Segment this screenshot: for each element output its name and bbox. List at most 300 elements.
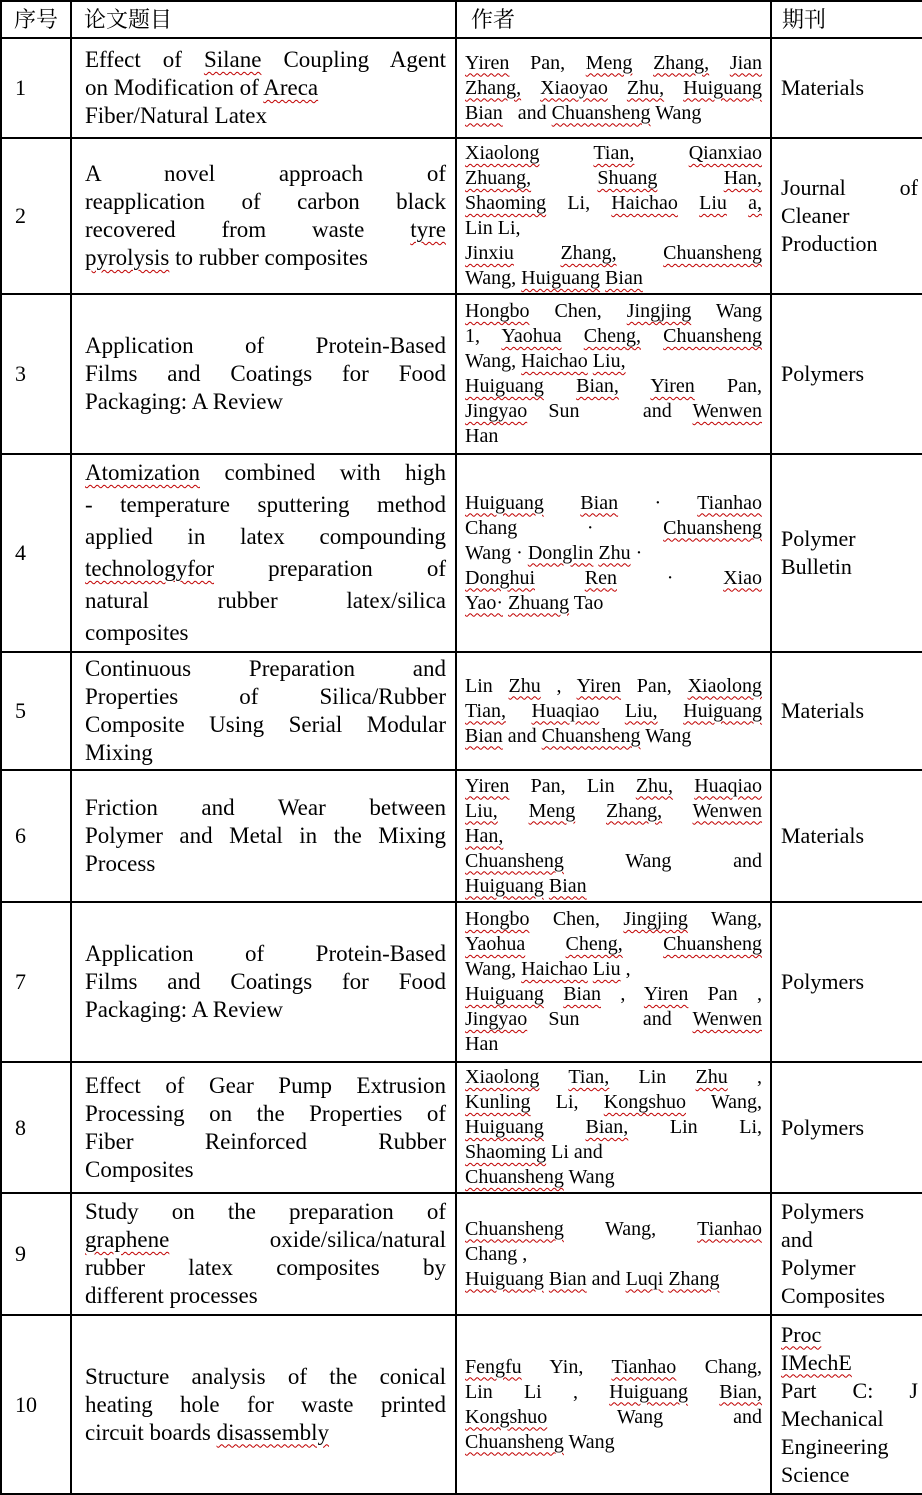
text-segment: Production [781,231,878,256]
misspelled-word: Haichao [521,958,588,980]
text-line [85,1226,446,1254]
column-header-serial: 序号 [1,1,71,38]
text-segment: Wang [563,1430,615,1453]
text-segment [688,1381,719,1403]
text-segment [599,700,625,722]
text-segment: Wang and [547,1405,762,1428]
misspelled-word: Jingyao [465,400,528,422]
text-segment: Packaging: A Review [85,389,284,414]
text-line [85,585,446,617]
text-segment: , [601,983,644,1005]
misspelled-word: Xiaolong [687,674,762,697]
misspelled-word: Zhu [598,541,631,564]
text-segment: Chang · [465,516,664,539]
text-segment: Pan, [621,674,688,697]
text-segment: Lin Li , [465,1380,610,1403]
text-line [85,244,446,272]
text-segment: Pan , [688,983,763,1005]
text-line [781,1405,918,1433]
misspelled-word: Bian [548,1267,587,1290]
text-line [465,141,762,166]
misspelled-word: Huiguang [465,375,544,397]
misspelled-word: Zhang, [653,51,710,74]
text-line [85,102,446,130]
authors-cell [456,1062,771,1193]
text-segment: Films and Coatings for Food [85,969,446,994]
text-segment: to rubber composites [169,245,368,270]
text-segment: and [781,1227,813,1252]
text-line [781,525,918,553]
text-segment: Sun and [527,400,693,422]
text-line [85,188,446,216]
text-line [465,1355,762,1380]
misspelled-word: Chuansheng [551,101,651,124]
text-segment [514,242,561,264]
text-line [85,1128,446,1156]
table-row [1,1193,922,1315]
text-segment: Polymer [781,1255,856,1280]
text-line [465,51,762,76]
misspelled-word: Shuang [597,167,658,189]
misspelled-word: Liu, [465,799,498,822]
text-segment: Lin [609,1066,696,1088]
text-segment [539,142,593,164]
text-line [465,349,762,374]
text-line [465,591,762,616]
misspelled-word: Chuansheng [465,849,564,872]
title-cell [71,454,456,652]
text-line [465,216,762,241]
text-line [85,1156,446,1184]
table-row [1,1062,922,1193]
text-line [781,697,918,725]
journal-cell [771,454,922,652]
text-line [85,46,446,74]
misspelled-word: Huiguang [465,983,544,1005]
authors-cell [456,902,771,1062]
authors-cell [456,770,771,902]
serial-cell: 4 [1,454,71,652]
text-segment: - temperature sputtering method [85,492,446,517]
table-row [1,902,922,1062]
text-segment: Friction and Wear between [85,795,446,820]
text-segment: Han [465,1033,499,1055]
column-header-title: 论文题目 [71,1,456,38]
text-segment: Polymers [781,361,865,386]
text-segment: Mechanical [781,1405,884,1431]
title-cell [71,1062,456,1193]
misspelled-word: Jinxiu [465,242,514,264]
text-line [465,566,762,591]
text-segment: Process [85,851,156,876]
misspelled-word: Chuansheng [663,516,762,539]
text-segment: Wang [563,1166,615,1188]
text-segment: Tao [569,591,604,614]
misspelled-word: Zhu [508,674,541,697]
text-segment [658,700,684,722]
text-segment: · [616,566,724,589]
text-line [85,1363,446,1391]
misspelled-word: Chuansheng [663,325,762,347]
misspelled-word: Donghui [465,566,535,589]
text-segment: and [502,101,552,124]
text-line [85,1254,446,1282]
text-line [85,216,446,244]
text-segment: A novel approach of [85,161,446,186]
text-line [465,774,762,799]
text-line [781,1198,918,1226]
text-segment: Fiber Reinforced Rubber [85,1128,446,1154]
misspelled-word: Chuansheng [465,1430,564,1453]
misspelled-word: Huaqiao [531,699,600,722]
text-line [85,683,446,711]
text-segment: , [620,958,631,980]
misspelled-word: Jian [729,51,763,74]
authors-cell [456,652,771,770]
text-segment: preparation of [214,556,446,581]
text-line [781,1461,918,1489]
text-line [465,724,762,749]
text-line [465,1032,762,1057]
misspelled-word: Huiguang [609,1380,689,1403]
title-cell [71,294,456,454]
text-line [781,968,918,996]
misspelled-word: Kongshuo [465,1405,548,1428]
misspelled-word: Huiguang [465,874,544,897]
text-segment: on Modification of [85,75,264,100]
text-segment: Wang, [686,1091,762,1113]
text-line [465,1430,762,1455]
table-row [1,1315,922,1494]
misspelled-word: Yiren [576,674,622,697]
text-line [85,489,446,521]
text-line [85,711,446,739]
text-line [465,516,762,541]
text-segment [539,1066,568,1088]
text-segment: different processes [85,1283,258,1308]
misspelled-word: Ren [584,566,617,589]
title-cell [71,770,456,902]
misspelled-word: graphene [85,1227,170,1252]
misspelled-word: Yaohua [465,933,526,955]
text-segment: Wang, [563,1217,698,1240]
text-segment [544,1116,586,1138]
misspelled-word: Zhuang [507,591,570,614]
text-segment [619,375,650,397]
misspelled-word: Yaohua [501,325,562,347]
text-line [85,617,446,649]
text-line [465,1115,762,1140]
text-line [781,360,918,388]
text-segment: Li, [530,1091,604,1113]
misspelled-word: Jingjing [623,908,688,930]
serial-cell: 2 [1,138,71,294]
misspelled-word: Xiaolong [465,142,540,164]
misspelled-word: Xiaoyao [540,76,608,99]
text-line [465,241,762,266]
text-line [85,850,446,878]
text-segment: recovered from waste [85,217,411,242]
misspelled-word: Shaoming [465,192,547,214]
misspelled-word: a, [748,192,763,214]
text-line [465,1140,762,1165]
text-segment: Fiber/Natural Latex [85,103,268,128]
text-line [465,1090,762,1115]
text-segment: Mixing [85,740,153,765]
misspelled-word: Haichao [611,192,678,214]
misspelled-word: Zhang, [560,242,617,264]
misspelled-word: Zhuang, [465,167,532,189]
misspelled-word: Huiguang [683,76,763,99]
misspelled-word: Jingjing [626,300,692,322]
journal-cell [771,1193,922,1315]
text-line [465,399,762,424]
text-line [465,1405,762,1430]
text-segment [678,192,699,214]
text-segment: Composite Using Serial Modular [85,712,446,737]
misspelled-word: Han, [465,824,504,847]
papers-table-body [1,38,922,1494]
misspelled-word: Zhu, [626,76,665,99]
text-segment: Polymer [781,526,856,551]
authors-cell [456,454,771,652]
text-line [465,324,762,349]
text-line [781,202,918,230]
text-line [465,541,762,566]
text-line [85,1419,446,1447]
text-segment: composites [85,620,189,645]
serial-cell: 5 [1,652,71,770]
journal-cell [771,902,922,1062]
text-segment [727,192,748,214]
text-segment: Engineering [781,1433,889,1459]
text-segment: Wang [691,300,763,322]
text-line [781,1282,918,1310]
misspelled-word: Zhang [668,1267,720,1290]
misspelled-word: Wenwen [692,400,762,422]
misspelled-word: Luqi [625,1267,664,1290]
header-row [1,1,922,38]
authors-cell [456,1193,771,1315]
misspelled-word: technologyfor [85,556,215,581]
text-line [465,699,762,724]
text-line [465,374,762,399]
text-segment: Films and Coatings for Food [85,361,446,386]
text-segment: applied in latex compounding [85,524,446,549]
text-segment: natural rubber latex/silica [85,588,446,613]
text-segment: Li, [546,192,612,214]
title-cell [71,652,456,770]
text-segment: oxide/silica/natural [169,1227,446,1252]
table-row [1,454,922,652]
text-line [465,424,762,449]
text-segment [506,700,532,722]
text-segment: Yin, [521,1355,612,1378]
text-segment: Chang, [676,1355,763,1378]
text-segment: Application of Protein-Based [85,333,446,358]
text-segment: Han [465,425,499,447]
misspelled-word: Bian, [719,1380,763,1403]
text-segment: Effect of [85,47,204,72]
text-segment [608,77,627,99]
text-segment [673,775,694,797]
text-line [465,1007,762,1032]
misspelled-word: Hongbo [465,908,530,930]
text-segment: Structure analysis of the conical [85,1363,446,1389]
text-segment [535,567,585,589]
misspelled-word: Yiren [465,774,510,797]
text-line [781,1377,918,1405]
text-line [465,166,762,191]
misspelled-word: Liu, [592,350,626,372]
text-segment: Cleaner [781,203,850,228]
authors-cell [456,138,771,294]
text-line [465,1380,762,1405]
table-row [1,294,922,454]
misspelled-word: Bian [465,724,503,747]
misspelled-word: Liu [592,958,621,980]
misspelled-word: Zhu [695,1066,728,1088]
misspelled-word: Jingyao [465,1008,528,1030]
text-segment: combined with high [199,460,446,485]
text-line [85,457,446,489]
text-segment: Properties of Silica/Rubber [85,684,446,709]
text-line [781,1254,918,1282]
misspelled-word: Zhang, [465,76,522,99]
text-line [465,799,762,824]
text-line [781,1226,918,1254]
text-segment: Composites [781,1283,885,1308]
text-segment: Polymers [781,1199,865,1224]
misspelled-word: Meng [528,799,576,822]
text-line [465,824,762,849]
misspelled-word: Kongshuo [603,1091,686,1113]
misspelled-word: Zhu, [635,774,674,797]
text-line [781,174,918,202]
misspelled-word: Atomization [85,460,200,485]
misspelled-word: Wenwen [692,1008,762,1030]
text-segment [531,167,597,189]
text-line [85,794,446,822]
text-line [781,1349,918,1377]
text-line [465,299,762,324]
misspelled-word: Yiren [643,983,689,1005]
misspelled-word: Yiren [465,51,510,74]
misspelled-word: Huiguang [683,699,763,722]
serial-cell: 1 [1,38,71,138]
text-line [85,388,446,416]
misspelled-word: Yiren [650,375,695,397]
misspelled-word: Huaqiao [694,774,762,797]
text-line [465,849,762,874]
misspelled-word: Proc [781,1321,822,1347]
misspelled-word: Tianhao [697,1217,762,1240]
misspelled-word: Huiguang [465,1116,544,1138]
misspelled-word: IMechE [781,1349,852,1375]
misspelled-word: Huiguang [521,267,601,289]
journal-cell [771,652,922,770]
misspelled-word: Bian, [576,375,619,397]
misspelled-word: Haichao [521,350,588,372]
text-segment: Part C: J [781,1377,918,1403]
text-segment: Chang , [465,1242,528,1265]
text-segment: Wang, [687,908,762,930]
misspelled-word: Han, [723,167,763,189]
misspelled-word: Liu, [624,699,658,722]
text-line [85,1072,446,1100]
text-line [465,101,762,126]
text-segment: , [727,1066,763,1088]
misspelled-word: Huiguang [465,491,544,514]
text-segment [664,77,683,99]
misspelled-word: Zhang, [606,799,663,822]
journal-cell [771,38,922,138]
misspelled-word: Tianhao [611,1355,677,1378]
text-line [465,957,762,982]
text-line [85,1282,446,1310]
text-line [781,74,918,102]
authors-cell [456,294,771,454]
text-segment: Chen, [529,908,624,930]
text-segment [544,492,580,514]
text-segment: Lin Li, [465,217,521,239]
text-line [85,332,446,360]
serial-cell: 3 [1,294,71,454]
text-segment: heating hole for waste printed [85,1391,446,1417]
misspelled-word: Silane [203,47,262,72]
title-cell [71,38,456,138]
text-line [465,76,762,101]
misspelled-word: Wenwen [692,799,763,822]
misspelled-word: Liu [699,192,727,214]
text-line [85,160,446,188]
text-segment: Journal of [781,175,918,200]
text-segment: , [540,674,577,697]
text-segment: Science [781,1461,850,1487]
text-segment [525,933,565,955]
text-segment: Wang, [465,267,522,289]
misspelled-word: Shaoming [465,1141,547,1163]
serial-cell: 6 [1,770,71,902]
text-segment: · [618,491,698,514]
text-segment [657,167,723,189]
title-cell [71,1193,456,1315]
text-line [781,1433,918,1461]
misspelled-word: Bian, [585,1116,629,1138]
text-segment: Wang [650,101,702,124]
text-line [781,822,918,850]
misspelled-word: Xiaolong [465,1066,540,1088]
text-segment: and [586,1267,626,1290]
text-segment [623,933,663,955]
text-line [85,553,446,585]
text-segment: Lin Li, [628,1116,762,1138]
text-segment: Packaging: A Review [85,997,284,1022]
text-segment [498,800,529,822]
text-line [465,932,762,957]
journal-cell [771,138,922,294]
misspelled-word: Chuansheng [465,1217,564,1240]
text-segment: Li and [546,1141,603,1163]
text-segment: Wang · [465,541,528,564]
text-segment: Pan, Lin [509,774,636,797]
misspelled-word: Areca [263,75,319,100]
text-segment: Pan, [509,51,586,74]
text-line [85,521,446,553]
authors-cell [456,38,771,138]
misspelled-word: Qianxiao [688,142,762,164]
table-row [1,138,922,294]
